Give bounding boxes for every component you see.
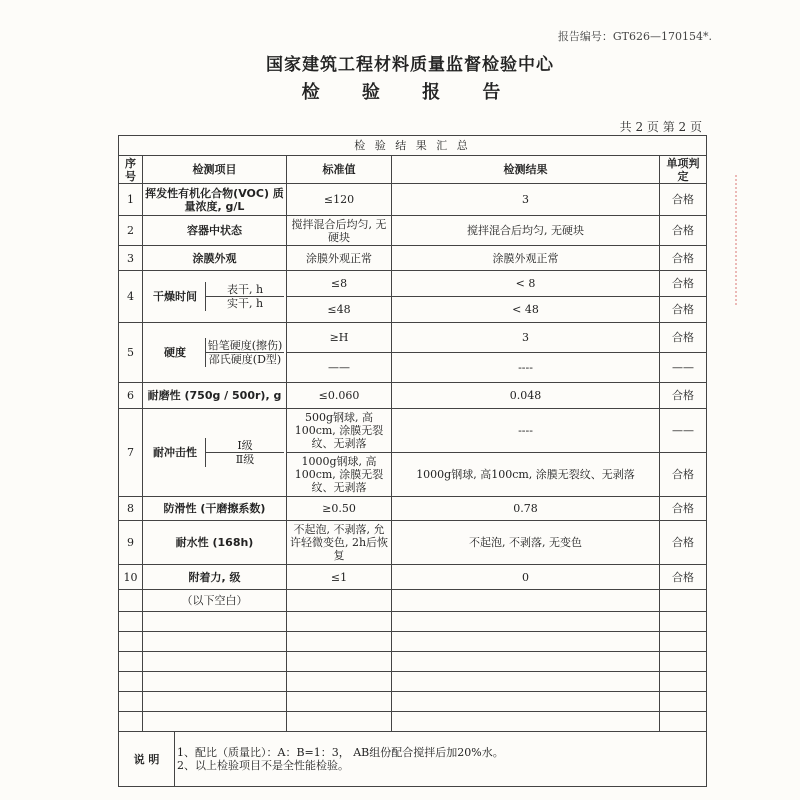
row-judge: —— (660, 409, 707, 453)
report-title: 检 验 报 告 (301, 82, 519, 103)
row-judge: 合格 (660, 297, 707, 323)
row-no: 7 (119, 409, 143, 497)
row-result: ---- (392, 353, 660, 383)
table-row (119, 246, 707, 271)
row-item-name: 干燥时间 (145, 282, 206, 311)
row-item: 挥发性有机化合物(VOC) 质量浓度, g/L (143, 184, 287, 216)
row-standard: 500g钢球, 高100cm, 涂膜无裂纹、无剥落 (287, 409, 392, 453)
subitem-label: 实干, h (226, 297, 264, 310)
subitem-label: 邵氏硬度(D型) (208, 353, 282, 366)
row-standard: ≤0.060 (287, 383, 392, 409)
subitem-label: Ⅱ级 (235, 453, 255, 466)
table-row (119, 271, 707, 297)
subitem-label: Ⅰ级 (206, 439, 284, 453)
row-no: 9 (119, 521, 143, 565)
row-result: 3 (392, 184, 660, 216)
row-item-name: 耐冲击性 (145, 438, 206, 467)
row-judge: 合格 (660, 184, 707, 216)
row-result: 0.78 (392, 497, 660, 521)
row-standard: 不起泡, 不剥落, 允许轻微变色, 2h后恢复 (287, 521, 392, 565)
row-result: ---- (392, 409, 660, 453)
row-judge: 合格 (660, 521, 707, 565)
table-row (119, 565, 707, 590)
row-item (143, 271, 287, 323)
notes-row (119, 732, 707, 787)
row-item: 附着力, 级 (143, 565, 287, 590)
row-subitems (206, 339, 284, 366)
empty-row (119, 632, 707, 652)
row-judge: 合格 (660, 453, 707, 497)
row-result: 3 (392, 323, 660, 353)
row-result: 涂膜外观正常 (392, 246, 660, 271)
summary-title: 检 验 结 果 汇 总 (119, 136, 707, 156)
row-standard: ≤1 (287, 565, 392, 590)
row-judge: 合格 (660, 565, 707, 590)
note-line: 1、配比（质量比）：A：B=1：3， AB组份配合搅拌后加20%水。 (177, 746, 504, 759)
row-item: 耐磨性 (750g / 500r), g (143, 383, 287, 409)
row-standard: 涂膜外观正常 (287, 246, 392, 271)
header-item: 检测项目 (143, 156, 287, 184)
row-standard: ≥0.50 (287, 497, 392, 521)
row-standard: 1000g钢球, 高100cm, 涂膜无裂纹、无剥落 (287, 453, 392, 497)
row-no: 1 (119, 184, 143, 216)
row-subitems (206, 439, 284, 466)
table-row (119, 216, 707, 246)
header-no: 序号 (119, 156, 143, 184)
table-row (119, 184, 707, 216)
row-judge: 合格 (660, 246, 707, 271)
row-item-name: 硬度 (145, 338, 206, 367)
row-standard: ≥H (287, 323, 392, 353)
row-no: 2 (119, 216, 143, 246)
summary-title-row (119, 136, 707, 156)
notes-content (175, 732, 707, 787)
row-standard: ≤48 (287, 297, 392, 323)
table-row (119, 323, 707, 353)
row-result: 搅拌混合后均匀, 无硬块 (392, 216, 660, 246)
row-judge: 合格 (660, 497, 707, 521)
row-no: 10 (119, 565, 143, 590)
row-no: 8 (119, 497, 143, 521)
empty-row (119, 652, 707, 672)
blank-note: （以下空白） (143, 590, 287, 612)
row-result: 不起泡, 不剥落, 无变色 (392, 521, 660, 565)
row-no: 4 (119, 271, 143, 323)
header-result: 检测结果 (392, 156, 660, 184)
empty-row (119, 692, 707, 712)
row-result: < 48 (392, 297, 660, 323)
notes-label: 说 明 (119, 732, 175, 787)
row-judge: 合格 (660, 323, 707, 353)
blank-note-row (119, 590, 707, 612)
empty-row (119, 712, 707, 732)
row-no: 3 (119, 246, 143, 271)
subitem-label: 表干, h (206, 283, 284, 297)
row-result: 0.048 (392, 383, 660, 409)
row-item: 防滑性 (干磨擦系数) (143, 497, 287, 521)
header-standard: 标准值 (287, 156, 392, 184)
row-item (143, 323, 287, 383)
row-item: 耐水性 (168h) (143, 521, 287, 565)
table-row (119, 521, 707, 565)
row-judge: —— (660, 353, 707, 383)
row-standard: 搅拌混合后均匀, 无硬块 (287, 216, 392, 246)
row-standard: —— (287, 353, 392, 383)
row-item: 涂膜外观 (143, 246, 287, 271)
row-judge: 合格 (660, 216, 707, 246)
empty-row (119, 612, 707, 632)
row-item: 容器中状态 (143, 216, 287, 246)
row-item (143, 409, 287, 497)
empty-row (119, 672, 707, 692)
header-judge: 单项判定 (660, 156, 707, 184)
row-result: 0 (392, 565, 660, 590)
row-result: < 8 (392, 271, 660, 297)
row-judge: 合格 (660, 383, 707, 409)
row-subitems (206, 283, 284, 310)
table-row (119, 497, 707, 521)
row-standard: ≤120 (287, 184, 392, 216)
report-number: 报告编号：GT626—170154*. (557, 30, 712, 43)
results-table (118, 135, 707, 787)
row-judge: 合格 (660, 271, 707, 297)
table-row (119, 409, 707, 453)
row-no: 5 (119, 323, 143, 383)
row-result: 1000g钢球, 高100cm, 涂膜无裂纹、无剥落 (392, 453, 660, 497)
page-info: 共 2 页 第 2 页 (619, 120, 702, 134)
note-line: 2、以上检验项目不是全性能检验。 (177, 759, 349, 772)
organization-title: 国家建筑工程材料质量监督检验中心 (266, 55, 554, 75)
seal-stamp-edge (735, 175, 767, 305)
table-row (119, 383, 707, 409)
row-no: 6 (119, 383, 143, 409)
row-standard: ≤8 (287, 271, 392, 297)
table-header-row (119, 156, 707, 184)
subitem-label: 铅笔硬度(擦伤) (207, 339, 283, 352)
